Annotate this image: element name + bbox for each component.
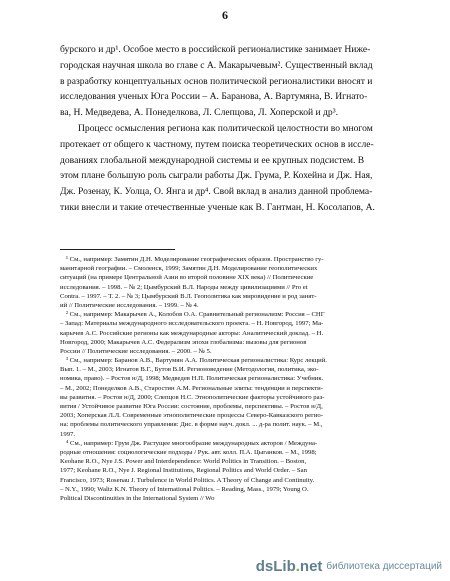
body-line: городская научная школа во главе с А. Макарычевым². Существенный вклад xyxy=(60,59,373,71)
logo-tld: net xyxy=(299,558,323,575)
site-watermark[interactable] xyxy=(256,558,442,575)
page-number: 6 xyxy=(222,8,228,22)
footnote-line: ий // Политические исследования. – 1999. – № 4. xyxy=(60,301,199,309)
footnote-line: вы развития. – Ростов н/Д, 2000; Слепцов Н.С. Этнополитические факторы устойчивого раз- xyxy=(60,393,325,401)
footnote-line: 2003; Хоперская Л.Л. Современные этнополитические процессы Северо-Кавказского регио- xyxy=(60,412,323,420)
footnote-line: Новгород, 2000; Макарычев А.С. Федерализм эпохи глобализма: вызовы для регионов xyxy=(60,338,307,346)
body-line: ва, Н. Медведева, А. Понеделкова, Л. Слепцова, Л. Хоперской и др³. xyxy=(60,107,339,119)
footnote-line: на: проблемы политического управления: Дис. в форме науч. докл. ... д-ра полит. наук. – М., xyxy=(60,421,323,429)
footnote-line: манитарной географии. – Смоленск, 1999; Замятин Д.Н. Моделирование геополитических xyxy=(60,265,318,273)
footnote-line: ситуаций (на примере Центральной Азии во второй половине XIX века) // Политические xyxy=(60,274,314,282)
body-line: Дж. Розенау, К. Уолца, О. Янга и др⁴. Свой вклад в анализ данной проблема- xyxy=(60,186,373,198)
footnote-line: Keohane R.O., Nye J.S. Power and Interdependence: World Politics in Transition. – Boston, xyxy=(60,458,307,466)
body-line: Процесс осмысления региона как политической целостности во многом xyxy=(78,122,373,134)
footnote-line: – Запад: Материалы международного исследовательского проекта. – Н. Новгород, 1997; Ма- xyxy=(60,320,324,328)
footnote-line: ¹ См., например: Замятин Д.Н. Моделирование географических образов. Пространство гу- xyxy=(66,256,324,263)
body-line: тики внесли и такие отечественные ученые как В. Гантман, Н. Косолапов, А. xyxy=(60,201,375,213)
body-line: дованиях глобальной международной системы и ее крупных подсистем. В xyxy=(60,154,365,166)
logo-main: dsLib xyxy=(255,558,296,575)
footnote-line: – N.Y., 1990; Waltz K.N. Theory of International Politics. – Reading, Mass., 1979; Young O. xyxy=(60,485,309,493)
footnote-line: номика, право). – Ростов н/Д, 1998; Медведев Н.П. Политическая регионалистика: Учебник. xyxy=(60,375,324,383)
body-line: в разработку концептуальных основ политической регионалистики вносят и xyxy=(60,75,373,87)
footnote-line: карычев А.С. Российские регионы как международные акторы: Аналитический доклад. – Н. xyxy=(60,329,324,337)
footnote-line: 1997. xyxy=(60,430,76,438)
footnote-line: России // Политические исследования. – 2000. – № 5. xyxy=(60,347,212,355)
footnote-line: ² См., например: Макарычев А., Колобов О.А. Сравнительный регионализм: Россия – СНГ xyxy=(66,311,325,319)
body-line: исследования ученых Юга России – А. Баранова, А. Вартумяна, В. Игнато- xyxy=(60,91,368,103)
site-tagline: библиотека диссертаций xyxy=(326,561,442,572)
logo-dot: . xyxy=(295,558,300,575)
footnote-line: вития / Устойчивое развитие Юга России: состояние, проблемы, перспективы. – Ростов н/Д, xyxy=(60,403,323,410)
footnote-line: ³ См., например: Баранов А.В., Вартумян А.А. Политическая регионалистика: Курс лекций. xyxy=(66,357,327,365)
body-line: протекает от общего к частному, путем поиска теоретических основ в иссле- xyxy=(60,138,374,150)
footnote-line: Political Discontinuities in the International System // Wo xyxy=(60,494,215,502)
footnote-line: Вып. 1. – М., 2003; Игнатов В.Г., Бутов В.И. Регионоведение (Методология, политика, эко- xyxy=(60,366,319,374)
footnote-line: исследования. – 1998. – № 2; Цымбурский В.Л. Народы между цивилизациями // Pro et xyxy=(60,283,308,291)
footnotes xyxy=(60,255,400,503)
footnote-divider xyxy=(60,249,175,250)
body-line: бурского и др¹. Особое место в российской регионалистике занимает Ниже- xyxy=(60,44,371,55)
body-text xyxy=(60,42,400,216)
footnote-line: – М., 2002; Понеделков А.В., Старостин А.М. Региональные элиты: тенденции и перспекти- xyxy=(60,384,323,392)
footnote-line: Contra. – 1997. – Т. 2. – № 3; Цымбурский В.Л. Геополитика как мировидение и род занят- xyxy=(60,292,317,300)
footnote-line: родные отношения: социологические подходы / Рук. авт. колл. П.А. Цыганков. – М., 1998; xyxy=(60,448,317,456)
footnote-line: Francisco, 1973; Rosenau J. Turbulence in World Politics. A Theory of Change and Continuity. xyxy=(60,476,315,484)
footnote-line: ⁴ См., например: Грум Дж. Растущее многообразие международных акторов / Междуна- xyxy=(66,439,318,447)
site-logo xyxy=(256,558,323,575)
footnote-line: 1977; Keohane R.O., Nye J. Regional Institutions, Regional Politics and World Order. – San xyxy=(60,467,307,475)
body-line: этом плане большую роль сыграли работы Дж. Грума, Р. Кохейна и Дж. Ная, xyxy=(60,170,373,182)
